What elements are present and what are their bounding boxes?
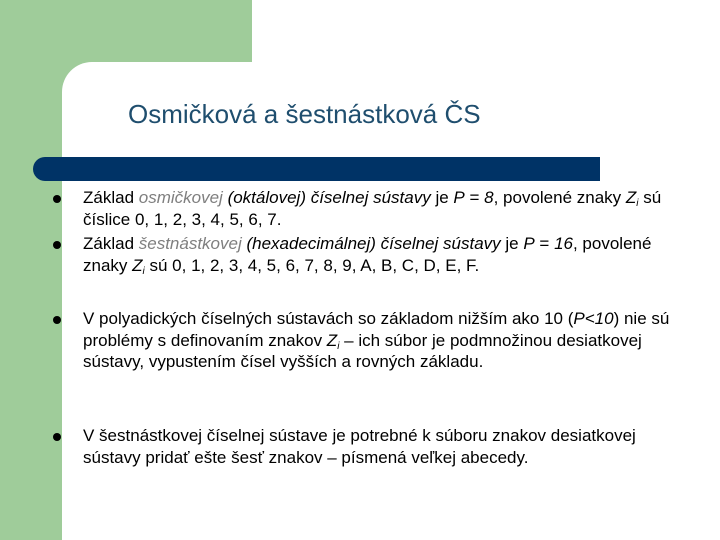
text-run: Z [132, 255, 143, 275]
text-run: , povolené znaky [83, 234, 652, 275]
content-panel [62, 62, 720, 540]
bullet-dot [53, 316, 61, 324]
text-run: = [464, 188, 485, 207]
title-underline-bar [33, 157, 600, 181]
bullet-text [83, 308, 683, 373]
text-run: 16 [554, 234, 573, 253]
slide-title: Osmičková a šestnástková ČS [128, 99, 481, 129]
text-run: 8 [484, 188, 494, 207]
bullet-text [83, 187, 683, 230]
text-run: P [453, 188, 465, 207]
bullet-text [83, 233, 683, 276]
text-run: Základ [83, 188, 139, 207]
text-run: (oktálovej) číselnej sústavy [222, 188, 431, 207]
text-run: = [534, 234, 555, 253]
bullet-dot [53, 195, 61, 203]
text-run: V polyadických číselných sústavách so základom nižším ako 10 ( [83, 309, 574, 328]
subscript-text: i [142, 265, 145, 277]
text-run: Z [625, 188, 637, 207]
text-run: Z [326, 330, 338, 350]
text-run: (hexadecimálnej) číselnej sústavy [241, 234, 501, 253]
highlighted-text: osmičkovej [138, 188, 223, 207]
text-run: sú číslice 0, 1, 2, 3, 4, 5, 6, 7. [83, 188, 662, 229]
subscript-text: i [337, 340, 340, 352]
bullet-text [83, 425, 683, 468]
text-run: sú 0, 1, 2, 3, 4, 5, 6, 7, 8, 9, A, B, C, D, E, F. [144, 255, 480, 275]
subscript-text: i [636, 198, 639, 209]
bullet-dot [53, 433, 61, 441]
text-run: je [430, 188, 454, 207]
text-run: je [500, 234, 524, 253]
text-run: – ich súbor je podmnožinou desiatkovej sústavy, vypustením čísel vyšších a rovných základu. [83, 330, 642, 371]
text-run: V šestnástkovej číselnej sústave je potrebné k súboru znakov desiatkovej sústavy pridať ešte šesť znakov – písmená veľkej abecedy. [83, 426, 636, 467]
text-run: Základ [83, 234, 139, 253]
bullet-dot [53, 241, 61, 249]
text-run: , povolené znaky [493, 188, 626, 207]
text-run: P<10 [573, 309, 614, 328]
highlighted-text: šestnástkovej [138, 234, 242, 253]
text-run: ) nie sú problémy s definovaním znakov [83, 309, 670, 350]
text-run: P [523, 234, 535, 253]
